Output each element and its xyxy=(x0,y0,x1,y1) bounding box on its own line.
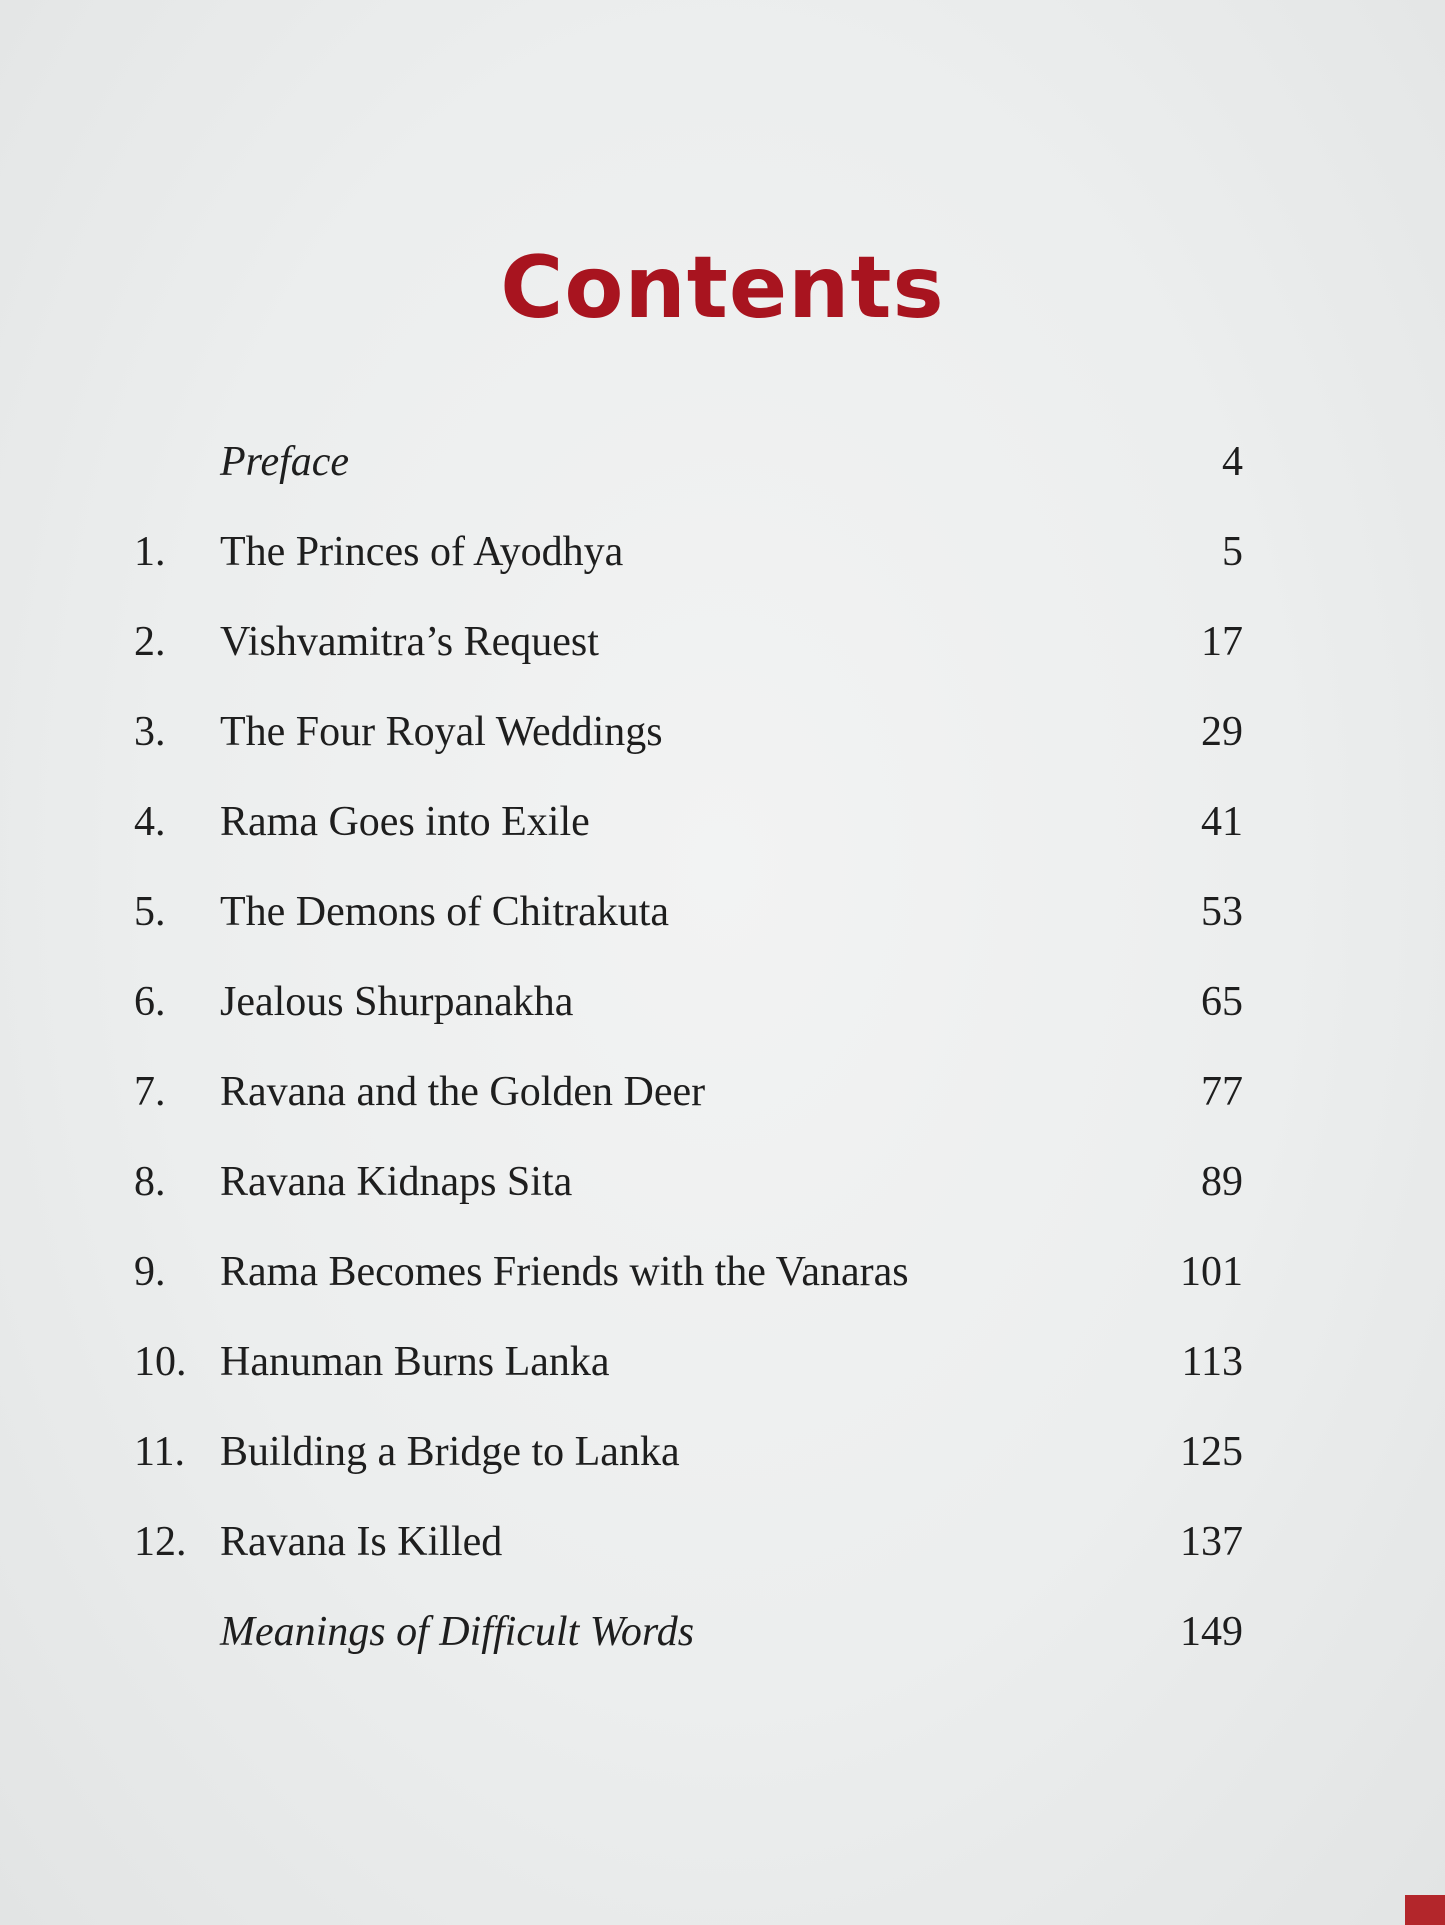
entry-page: 5 xyxy=(1222,529,1243,575)
entry-number: 1. xyxy=(134,529,166,575)
entry-page: 113 xyxy=(1181,1339,1243,1385)
entry-number: 7. xyxy=(134,1069,166,1115)
entry-title: The Four Royal Weddings xyxy=(220,709,663,755)
entry-page: 4 xyxy=(1222,439,1243,485)
entry-title: Meanings of Difficult Words xyxy=(220,1609,695,1655)
toc-entry-2 xyxy=(0,612,1445,672)
toc-entry-4 xyxy=(0,792,1445,852)
entry-title: Preface xyxy=(220,439,350,485)
toc-entry-7 xyxy=(0,1062,1445,1122)
cover-edge xyxy=(1405,1895,1445,1925)
entry-page: 53 xyxy=(1201,889,1243,935)
toc-entry-9 xyxy=(0,1242,1445,1302)
entry-title: Rama Becomes Friends with the Vanaras xyxy=(220,1249,909,1295)
entry-page: 41 xyxy=(1201,799,1243,845)
entry-number: 2. xyxy=(134,619,166,665)
entry-number: 3. xyxy=(134,709,166,755)
toc-entry-5 xyxy=(0,882,1445,942)
entry-page: 149 xyxy=(1180,1609,1243,1655)
entry-title: The Princes of Ayodhya xyxy=(220,529,624,575)
toc-entry-3 xyxy=(0,702,1445,762)
entry-title: Rama Goes into Exile xyxy=(220,799,590,845)
entry-title: Jealous Shurpanakha xyxy=(220,979,574,1025)
entry-number: 9. xyxy=(134,1249,166,1295)
entry-title: Ravana Is Killed xyxy=(220,1519,503,1565)
entry-page: 101 xyxy=(1180,1249,1243,1295)
entry-number: 4. xyxy=(134,799,166,845)
toc-entry-12 xyxy=(0,1512,1445,1572)
entry-title: Ravana and the Golden Deer xyxy=(220,1069,706,1115)
entry-title: Building a Bridge to Lanka xyxy=(220,1429,680,1475)
entry-number: 12. xyxy=(134,1519,187,1565)
entry-number: 10. xyxy=(134,1339,187,1385)
page-title: Contents xyxy=(500,238,945,338)
toc-entry-6 xyxy=(0,972,1445,1032)
toc-entry-8 xyxy=(0,1152,1445,1212)
toc-entry-10 xyxy=(0,1332,1445,1392)
entry-title: Ravana Kidnaps Sita xyxy=(220,1159,573,1205)
entry-number: 8. xyxy=(134,1159,166,1205)
entry-page: 125 xyxy=(1180,1429,1243,1475)
entry-page: 137 xyxy=(1180,1519,1243,1565)
entry-page: 89 xyxy=(1201,1159,1243,1205)
toc-entry-1 xyxy=(0,522,1445,582)
entry-page: 29 xyxy=(1201,709,1243,755)
entry-page: 77 xyxy=(1201,1069,1243,1115)
toc-entry-preface xyxy=(0,432,1445,492)
entry-title: The Demons of Chitrakuta xyxy=(220,889,670,935)
entry-title: Vishvamitra’s Request xyxy=(220,619,599,665)
toc-entry-glossary xyxy=(0,1602,1445,1662)
entry-page: 17 xyxy=(1201,619,1243,665)
entry-title: Hanuman Burns Lanka xyxy=(220,1339,610,1385)
entry-number: 6. xyxy=(134,979,166,1025)
toc-entry-11 xyxy=(0,1422,1445,1482)
entry-page: 65 xyxy=(1201,979,1243,1025)
entry-number: 11. xyxy=(134,1429,185,1475)
entry-number: 5. xyxy=(134,889,166,935)
